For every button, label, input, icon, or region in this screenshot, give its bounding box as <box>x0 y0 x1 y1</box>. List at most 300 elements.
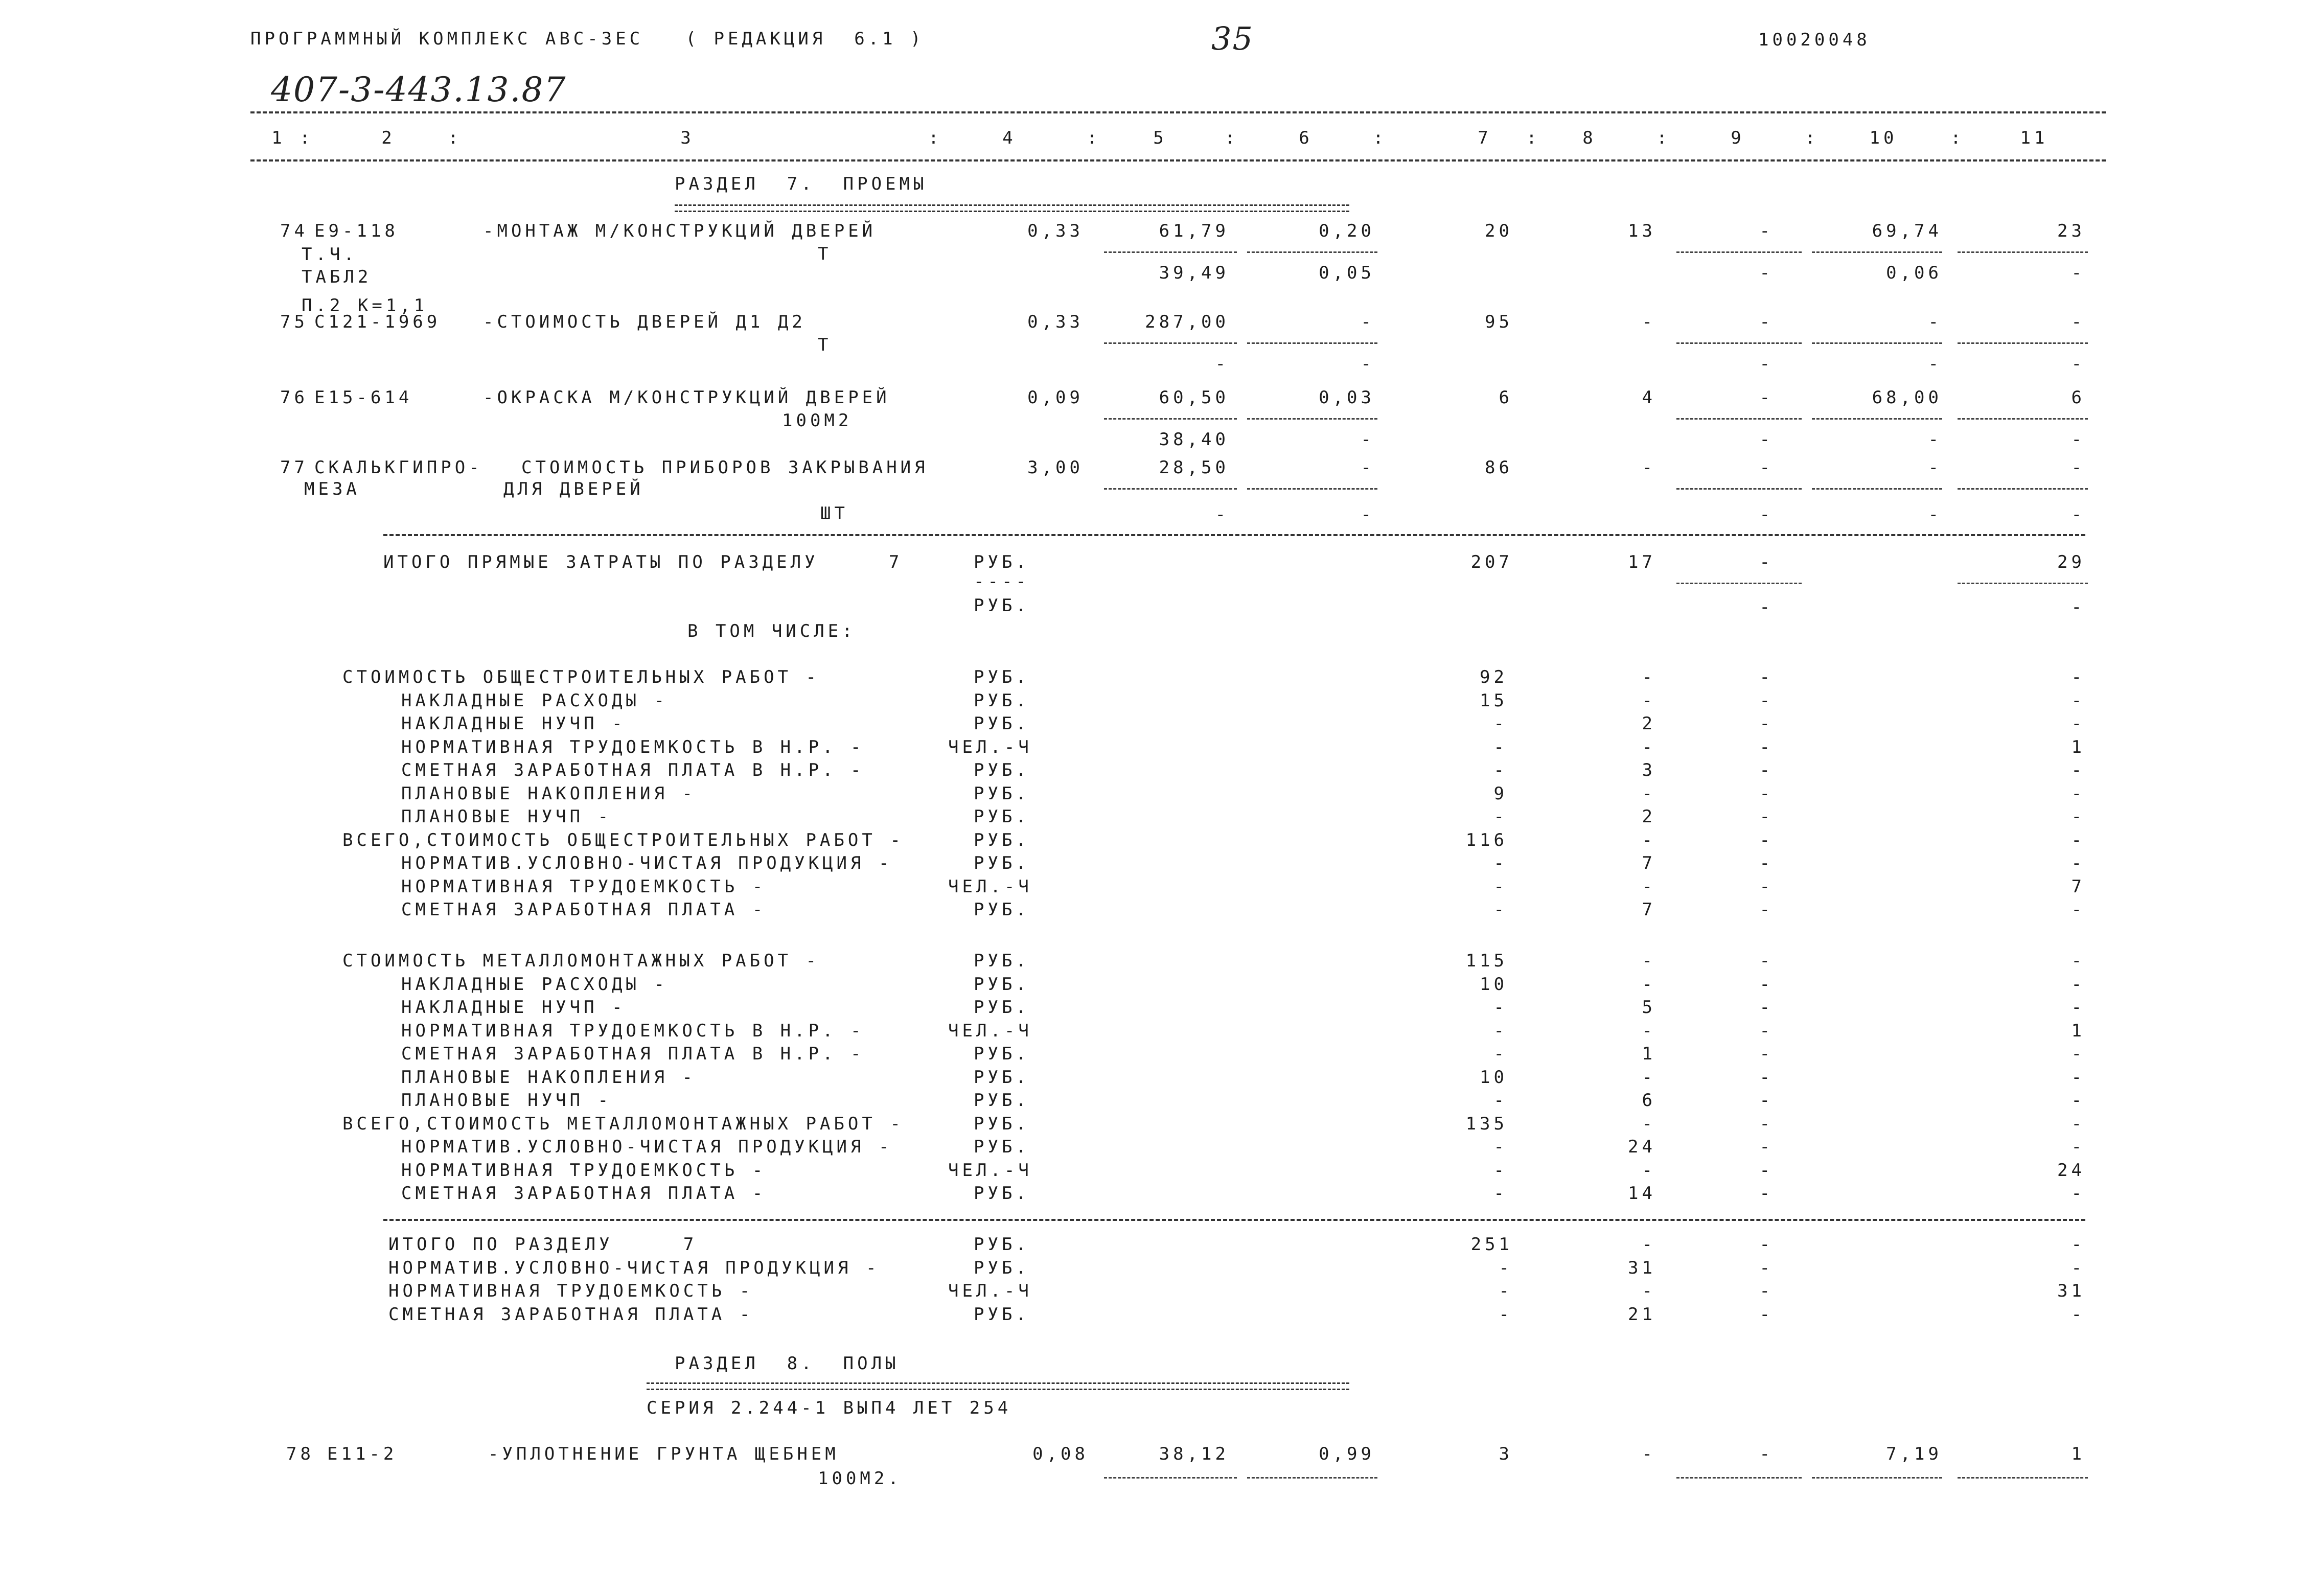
row-col10-sub: - <box>1928 354 1942 374</box>
metal-works-col9: - <box>1759 1183 1774 1204</box>
general-works-col11: - <box>2071 783 2085 804</box>
total-direct-col8: 17 <box>1628 552 1656 572</box>
general-works-col11: - <box>2071 760 2085 780</box>
column-header-10: 10 <box>1869 128 1898 148</box>
general-works-label: СТОИМОСТЬ ОБЩЕСТРОИТЕЛЬНЫХ РАБОТ - <box>342 667 820 687</box>
subtotal-rule-col10 <box>1812 342 1942 344</box>
metal-works-unit: РУБ. <box>974 974 1030 995</box>
general-works-col9: - <box>1759 760 1774 780</box>
general-works-col8: 7 <box>1642 899 1656 920</box>
subtotal-rule-col11 <box>1958 342 2088 344</box>
general-works-label: НАКЛАДНЫЕ РАСХОДЫ - <box>401 690 668 711</box>
general-works-unit: РУБ. <box>974 806 1030 827</box>
section-total-col7: - <box>1499 1304 1513 1325</box>
row-col6-sub: - <box>1361 354 1375 374</box>
general-works-col11: - <box>2071 667 2085 687</box>
metal-works-col9: - <box>1759 1160 1774 1181</box>
subtotal-rule-col9 <box>1676 342 1802 344</box>
row-col10-sub: 0,06 <box>1886 263 1942 283</box>
row-number: 77 <box>280 457 308 478</box>
column-header-sep: : <box>1805 128 1819 148</box>
row-code: С121-1969 <box>314 312 441 332</box>
row-code-cont: МЕЗА <box>304 479 360 499</box>
general-works-col11: - <box>2071 713 2085 734</box>
program-header: ПРОГРАММНЫЙ КОМПЛЕКС АВС-3ЕС ( РЕДАКЦИЯ 6.1 ) <box>250 29 925 49</box>
including-label: В ТОМ ЧИСЛЕ: <box>687 621 856 641</box>
general-works-col8: 3 <box>1642 760 1656 780</box>
general-works-unit: РУБ. <box>974 760 1030 780</box>
total-direct-unit: РУБ. <box>974 552 1030 572</box>
general-works-col9: - <box>1759 829 1774 850</box>
section-total-col7: - <box>1499 1281 1513 1301</box>
general-works-col7: - <box>1493 876 1508 897</box>
row-col11: 1 <box>2071 1444 2085 1464</box>
metal-works-col8: - <box>1642 1113 1656 1134</box>
total-direct-col11: 29 <box>2057 552 2085 572</box>
row-col10: 7,19 <box>1886 1444 1942 1464</box>
metal-works-unit: РУБ. <box>974 997 1030 1018</box>
row-name: -МОНТАЖ М/КОНСТРУКЦИЙ ДВЕРЕЙ <box>483 221 877 241</box>
metal-works-label: ВСЕГО,СТОИМОСТЬ МЕТАЛЛОМОНТАЖНЫХ РАБОТ - <box>342 1113 904 1134</box>
general-works-unit: РУБ. <box>974 783 1030 804</box>
row-number: 78 <box>286 1444 314 1464</box>
subtotal-rule-col9 <box>1676 488 1802 490</box>
row-note: Т.Ч. <box>302 244 358 265</box>
general-works-col9: - <box>1759 853 1774 873</box>
row-name: -СТОИМОСТЬ ДВЕРЕЙ Д1 Д2 <box>483 312 806 332</box>
column-header-sep: : <box>1656 128 1671 148</box>
row-col8: 4 <box>1642 387 1656 408</box>
header-rule <box>250 159 2106 161</box>
top-rule <box>250 111 2106 113</box>
general-works-label: СМЕТНАЯ ЗАРАБОТНАЯ ПЛАТА В Н.Р. - <box>401 760 865 780</box>
section-8-title-underline <box>647 1382 1349 1384</box>
section-total-label: НОРМАТИВНАЯ ТРУДОЕМКОСТЬ - <box>388 1281 754 1301</box>
general-works-col8: - <box>1642 783 1656 804</box>
subtotal-rule-col6 <box>1247 418 1377 420</box>
row-qty: 0,09 <box>1027 387 1084 408</box>
general-works-label: НОРМАТИВНАЯ ТРУДОЕМКОСТЬ В Н.Р. - <box>401 736 865 757</box>
general-works-label: ПЛАНОВЫЕ НУЧП - <box>401 806 612 827</box>
row-col5: 60,50 <box>1159 387 1229 408</box>
general-works-label: НОРМАТИВ.УСЛОВНО-ЧИСТАЯ ПРОДУКЦИЯ - <box>401 853 893 873</box>
row-col11: 6 <box>2071 387 2085 408</box>
metal-works-col8: - <box>1642 951 1656 971</box>
row-col8: - <box>1642 312 1656 332</box>
metal-works-col11: - <box>2071 1090 2085 1111</box>
metal-works-unit: РУБ. <box>974 1067 1030 1088</box>
metal-works-col7: - <box>1493 1183 1508 1204</box>
subtotal-rule-col9 <box>1676 251 1802 253</box>
total-direct-col11-sub: - <box>2071 597 2085 617</box>
metal-works-unit: РУБ. <box>974 1113 1030 1134</box>
metal-works-label: СМЕТНАЯ ЗАРАБОТНАЯ ПЛАТА В Н.Р. - <box>401 1044 865 1064</box>
column-header-3: 3 <box>680 128 695 148</box>
metal-works-col11: - <box>2071 1044 2085 1064</box>
metal-works-col7: - <box>1493 1090 1508 1111</box>
column-header-2: 2 <box>381 128 396 148</box>
section-total-label: ИТОГО ПО РАЗДЕЛУ 7 <box>388 1234 698 1255</box>
section-total-unit: РУБ. <box>974 1257 1030 1278</box>
metal-works-col7: - <box>1493 1020 1508 1041</box>
metal-works-unit: ЧЕЛ.-Ч <box>948 1160 1032 1181</box>
column-header-1: 1 <box>271 128 286 148</box>
general-works-col11: 7 <box>2071 876 2085 897</box>
row-col11-sub: - <box>2071 504 2085 525</box>
metal-works-col11: - <box>2071 974 2085 995</box>
metal-works-label: ПЛАНОВЫЕ НАКОПЛЕНИЯ - <box>401 1067 696 1088</box>
section-total-col8: 31 <box>1628 1257 1656 1278</box>
metal-works-col9: - <box>1759 1090 1774 1111</box>
row-col11: 23 <box>2057 221 2085 241</box>
row-number: 76 <box>280 387 308 408</box>
row-col6-sub: - <box>1361 429 1375 450</box>
subtotal-rule-col5 <box>1104 1477 1237 1479</box>
section-total-col7: - <box>1499 1257 1513 1278</box>
metal-works-col8: - <box>1642 1160 1656 1181</box>
section-total-col8: - <box>1642 1281 1656 1301</box>
row-col6: 0,20 <box>1319 221 1375 241</box>
metal-works-col9: - <box>1759 1113 1774 1134</box>
subtotal-rule-col5 <box>1104 418 1237 420</box>
metal-works-col7: 115 <box>1465 951 1508 971</box>
section-total-col11: - <box>2071 1257 2085 1278</box>
section-8-title: РАЗДЕЛ 8. ПОЛЫ <box>675 1353 900 1374</box>
general-works-col11: - <box>2071 853 2085 873</box>
metal-works-col9: - <box>1759 951 1774 971</box>
total-direct-unit-2: РУБ. <box>974 595 1030 616</box>
metal-works-label: СТОИМОСТЬ МЕТАЛЛОМОНТАЖНЫХ РАБОТ - <box>342 951 820 971</box>
general-works-label: СМЕТНАЯ ЗАРАБОТНАЯ ПЛАТА - <box>401 899 767 920</box>
row-col6-sub: 0,05 <box>1319 263 1375 283</box>
column-header-9: 9 <box>1731 128 1745 148</box>
general-works-col7: 9 <box>1493 783 1508 804</box>
general-works-label: ВСЕГО,СТОИМОСТЬ ОБЩЕСТРОИТЕЛЬНЫХ РАБОТ - <box>342 829 904 850</box>
row-code: Е11-2 <box>327 1444 398 1464</box>
total-direct-unit-sep: ---- <box>974 571 1030 592</box>
row-col5: 28,50 <box>1159 457 1229 478</box>
metal-works-col9: - <box>1759 1137 1774 1157</box>
row-col9: - <box>1759 221 1774 241</box>
row-col7: 3 <box>1499 1444 1513 1464</box>
general-works-unit: ЧЕЛ.-Ч <box>948 736 1032 757</box>
subtotal-rule-col10 <box>1812 418 1942 420</box>
metal-works-label: ПЛАНОВЫЕ НУЧП - <box>401 1090 612 1111</box>
metal-works-unit: РУБ. <box>974 1137 1030 1157</box>
metal-works-col11: - <box>2071 1113 2085 1134</box>
metal-works-col8: - <box>1642 1020 1656 1041</box>
row-unit: 100М2 <box>782 410 853 431</box>
general-works-col7: - <box>1493 853 1508 873</box>
document-code: 10020048 <box>1758 30 1871 50</box>
page-number: 35 <box>1211 20 1254 57</box>
general-works-unit: РУБ. <box>974 667 1030 687</box>
general-works-col8: 2 <box>1642 806 1656 827</box>
general-works-unit: РУБ. <box>974 690 1030 711</box>
row-name-cont: ДЛЯ ДВЕРЕЙ <box>503 479 644 499</box>
section-8-title-underline-2 <box>647 1389 1349 1390</box>
general-works-col7: - <box>1493 736 1508 757</box>
section-total-col11: - <box>2071 1304 2085 1325</box>
row-col11: - <box>2071 457 2085 478</box>
section-total-label: СМЕТНАЯ ЗАРАБОТНАЯ ПЛАТА - <box>388 1304 754 1325</box>
metal-works-label: СМЕТНАЯ ЗАРАБОТНАЯ ПЛАТА - <box>401 1183 767 1204</box>
subtotal-rule-col6 <box>1247 251 1377 253</box>
section-total-col11: - <box>2071 1234 2085 1255</box>
general-works-col7: 15 <box>1480 690 1508 711</box>
section-total-col7: 251 <box>1470 1234 1513 1255</box>
column-header-sep: : <box>928 128 942 148</box>
section-total-unit: ЧЕЛ.-Ч <box>948 1281 1032 1301</box>
column-header-4: 4 <box>1002 128 1017 148</box>
subtotal-rule-col5 <box>1104 342 1237 344</box>
row-col10: - <box>1928 457 1942 478</box>
column-header-sep: : <box>1225 128 1239 148</box>
row-col5-sub: - <box>1215 504 1229 525</box>
metal-works-col11: - <box>2071 997 2085 1018</box>
general-works-label: ПЛАНОВЫЕ НАКОПЛЕНИЯ - <box>401 783 696 804</box>
row-note: ТАБЛ2 <box>302 267 372 287</box>
row-note: П.2 К=1,1 <box>302 295 428 316</box>
row-name: -УПЛОТНЕНИЕ ГРУНТА ЩЕБНЕМ <box>488 1444 839 1464</box>
general-works-col9: - <box>1759 899 1774 920</box>
metal-works-col8: 24 <box>1628 1137 1656 1157</box>
row-col7: 95 <box>1485 312 1513 332</box>
total-direct-label: ИТОГО ПРЯМЫЕ ЗАТРАТЫ ПО РАЗДЕЛУ 7 <box>383 552 903 572</box>
subtotal-rule-col6 <box>1247 342 1377 344</box>
general-works-col8: - <box>1642 876 1656 897</box>
general-works-col7: 116 <box>1465 829 1508 850</box>
row-code: Е9-118 <box>314 221 399 241</box>
metal-works-col11: 1 <box>2071 1020 2085 1041</box>
column-header-8: 8 <box>1582 128 1597 148</box>
general-works-col11: - <box>2071 690 2085 711</box>
subtotal-rule-col11 <box>1958 418 2088 420</box>
row-col9: - <box>1759 1444 1774 1464</box>
row-col9: - <box>1759 312 1774 332</box>
row-col6: 0,99 <box>1319 1444 1375 1464</box>
general-works-col7: - <box>1493 760 1508 780</box>
metal-works-label: НОРМАТИВ.УСЛОВНО-ЧИСТАЯ ПРОДУКЦИЯ - <box>401 1137 893 1157</box>
metal-works-label: НОРМАТИВНАЯ ТРУДОЕМКОСТЬ - <box>401 1160 767 1181</box>
metal-works-col8: 1 <box>1642 1044 1656 1064</box>
general-works-col8: 2 <box>1642 713 1656 734</box>
metal-works-col11: - <box>2071 951 2085 971</box>
general-works-col7: - <box>1493 899 1508 920</box>
column-header-sep: : <box>1950 128 1965 148</box>
row-col11-sub: - <box>2071 263 2085 283</box>
metal-works-unit: РУБ. <box>974 951 1030 971</box>
metal-works-col11: - <box>2071 1137 2085 1157</box>
subtotal-rule-col5 <box>1104 488 1237 490</box>
row-col9-sub: - <box>1759 354 1774 374</box>
row-col9-sub: - <box>1759 429 1774 450</box>
general-works-col7: - <box>1493 806 1508 827</box>
row-col10: 68,00 <box>1872 387 1942 408</box>
row-col6-sub: - <box>1361 504 1375 525</box>
column-header-5: 5 <box>1153 128 1167 148</box>
general-works-unit: ЧЕЛ.-Ч <box>948 876 1032 897</box>
general-works-col7: - <box>1493 713 1508 734</box>
metal-works-col9: - <box>1759 997 1774 1018</box>
row-name: СТОИМОСТЬ ПРИБОРОВ ЗАКРЫВАНИЯ <box>521 457 929 478</box>
section-total-col9: - <box>1759 1281 1774 1301</box>
row-col9-sub: - <box>1759 263 1774 283</box>
metal-works-col8: - <box>1642 974 1656 995</box>
row-col10-sub: - <box>1928 429 1942 450</box>
subtotal-rule-col5 <box>1104 251 1237 253</box>
subtotal-rule-col10 <box>1812 1477 1942 1479</box>
column-header-11: 11 <box>2020 128 2049 148</box>
row-number: 75 <box>280 312 308 332</box>
row-code: СКАЛЬКГИПРО- <box>314 457 483 478</box>
subtotal-rule-col11 <box>1958 251 2088 253</box>
section-total-col9: - <box>1759 1257 1774 1278</box>
row-col5: 61,79 <box>1159 221 1229 241</box>
metal-works-col8: 5 <box>1642 997 1656 1018</box>
section-total-col11: 31 <box>2057 1281 2085 1301</box>
metal-works-unit: РУБ. <box>974 1183 1030 1204</box>
column-header-sep: : <box>1526 128 1540 148</box>
row-name: -ОКРАСКА М/КОНСТРУКЦИЙ ДВЕРЕЙ <box>483 387 890 408</box>
row-unit: ШТ <box>820 503 848 524</box>
section-rule <box>383 534 2085 536</box>
section-total-unit: РУБ. <box>974 1234 1030 1255</box>
general-works-label: НОРМАТИВНАЯ ТРУДОЕМКОСТЬ - <box>401 876 767 897</box>
metal-works-col11: 24 <box>2057 1160 2085 1181</box>
row-unit: 100М2. <box>818 1468 902 1489</box>
total-direct-rule-col9 <box>1676 583 1802 584</box>
general-works-col9: - <box>1759 736 1774 757</box>
row-col6: 0,03 <box>1319 387 1375 408</box>
metal-works-col9: - <box>1759 1020 1774 1041</box>
row-code: Е15-614 <box>314 387 413 408</box>
section-total-col8: - <box>1642 1234 1656 1255</box>
general-works-col8: - <box>1642 829 1656 850</box>
general-works-unit: РУБ. <box>974 829 1030 850</box>
metal-works-col7: - <box>1493 1137 1508 1157</box>
metal-works-col9: - <box>1759 1067 1774 1088</box>
general-works-col11: - <box>2071 829 2085 850</box>
general-works-col9: - <box>1759 667 1774 687</box>
row-col7: 6 <box>1499 387 1513 408</box>
general-works-col11: - <box>2071 899 2085 920</box>
row-col8: - <box>1642 457 1656 478</box>
metal-works-unit: РУБ. <box>974 1044 1030 1064</box>
row-col5-sub: 39,49 <box>1159 263 1229 283</box>
general-works-col8: - <box>1642 690 1656 711</box>
column-header-7: 7 <box>1478 128 1492 148</box>
row-col5: 287,00 <box>1145 312 1229 332</box>
metal-works-col7: - <box>1493 1160 1508 1181</box>
row-col6: - <box>1361 457 1375 478</box>
subtotal-rule-col9 <box>1676 1477 1802 1479</box>
row-unit: Т <box>818 335 832 355</box>
metal-works-unit: ЧЕЛ.-Ч <box>948 1020 1032 1041</box>
row-col5: 38,12 <box>1159 1444 1229 1464</box>
total-direct-col9: - <box>1759 552 1774 572</box>
row-unit: Т <box>818 244 832 264</box>
row-col10: - <box>1928 312 1942 332</box>
metal-works-col11: - <box>2071 1067 2085 1088</box>
general-works-unit: РУБ. <box>974 713 1030 734</box>
row-col9: - <box>1759 387 1774 408</box>
subtotal-rule-col9 <box>1676 418 1802 420</box>
subtotal-rule-col10 <box>1812 488 1942 490</box>
metal-works-unit: РУБ. <box>974 1090 1030 1111</box>
metal-works-col8: - <box>1642 1067 1656 1088</box>
general-works-unit: РУБ. <box>974 899 1030 920</box>
row-col7: 20 <box>1485 221 1513 241</box>
total-direct-col7: 207 <box>1470 552 1513 572</box>
general-works-col11: - <box>2071 806 2085 827</box>
row-col11-sub: - <box>2071 429 2085 450</box>
row-col5-sub: 38,40 <box>1159 429 1229 450</box>
metal-works-label: НАКЛАДНЫЕ НУЧП - <box>401 997 626 1018</box>
section-total-label: НОРМАТИВ.УСЛОВНО-ЧИСТАЯ ПРОДУКЦИЯ - <box>388 1257 880 1278</box>
metal-works-col7: 10 <box>1480 1067 1508 1088</box>
metal-works-col11: - <box>2071 1183 2085 1204</box>
metal-works-col7: 10 <box>1480 974 1508 995</box>
section-7-title-underline-2 <box>675 211 1349 212</box>
row-col10: 69,74 <box>1872 221 1942 241</box>
metal-works-label: НОРМАТИВНАЯ ТРУДОЕМКОСТЬ В Н.Р. - <box>401 1020 865 1041</box>
general-works-col9: - <box>1759 876 1774 897</box>
section-total-col9: - <box>1759 1304 1774 1325</box>
row-col9: - <box>1759 457 1774 478</box>
general-works-label: НАКЛАДНЫЕ НУЧП - <box>401 713 626 734</box>
row-qty: 0,08 <box>1032 1444 1089 1464</box>
totals-rule <box>383 1219 2085 1221</box>
metal-works-col7: 135 <box>1465 1113 1508 1134</box>
metal-works-col9: - <box>1759 1044 1774 1064</box>
row-qty: 0,33 <box>1027 312 1084 332</box>
row-col10-sub: - <box>1928 504 1942 525</box>
general-works-col8: - <box>1642 667 1656 687</box>
row-number: 74 <box>280 221 308 241</box>
total-direct-col9-sub: - <box>1759 597 1774 617</box>
row-col8: 13 <box>1628 221 1656 241</box>
section-7-title: РАЗДЕЛ 7. ПРОЕМЫ <box>675 174 928 194</box>
row-col5-sub: - <box>1215 354 1229 374</box>
row-qty: 0,33 <box>1027 221 1084 241</box>
column-header-sep: : <box>448 128 462 148</box>
total-direct-rule-col11 <box>1958 583 2088 584</box>
section-8-series: СЕРИЯ 2.244-1 ВЫП4 ЛЕТ 254 <box>647 1398 1012 1418</box>
general-works-col9: - <box>1759 806 1774 827</box>
handwritten-reference: 407-3-443.13.87 <box>271 70 567 109</box>
metal-works-col7: - <box>1493 1044 1508 1064</box>
column-header-sep: : <box>1373 128 1387 148</box>
general-works-col9: - <box>1759 690 1774 711</box>
row-qty: 3,00 <box>1027 457 1084 478</box>
general-works-col8: - <box>1642 736 1656 757</box>
subtotal-rule-col6 <box>1247 488 1377 490</box>
row-col9-sub: - <box>1759 504 1774 525</box>
column-header-6: 6 <box>1299 128 1313 148</box>
row-col6: - <box>1361 312 1375 332</box>
metal-works-label: НАКЛАДНЫЕ РАСХОДЫ - <box>401 974 668 995</box>
metal-works-col9: - <box>1759 974 1774 995</box>
general-works-col8: 7 <box>1642 853 1656 873</box>
row-col11: - <box>2071 312 2085 332</box>
subtotal-rule-col11 <box>1958 1477 2088 1479</box>
section-total-col9: - <box>1759 1234 1774 1255</box>
subtotal-rule-col10 <box>1812 251 1942 253</box>
section-total-unit: РУБ. <box>974 1304 1030 1325</box>
section-7-title-underline <box>675 204 1349 206</box>
subtotal-rule-col11 <box>1958 488 2088 490</box>
